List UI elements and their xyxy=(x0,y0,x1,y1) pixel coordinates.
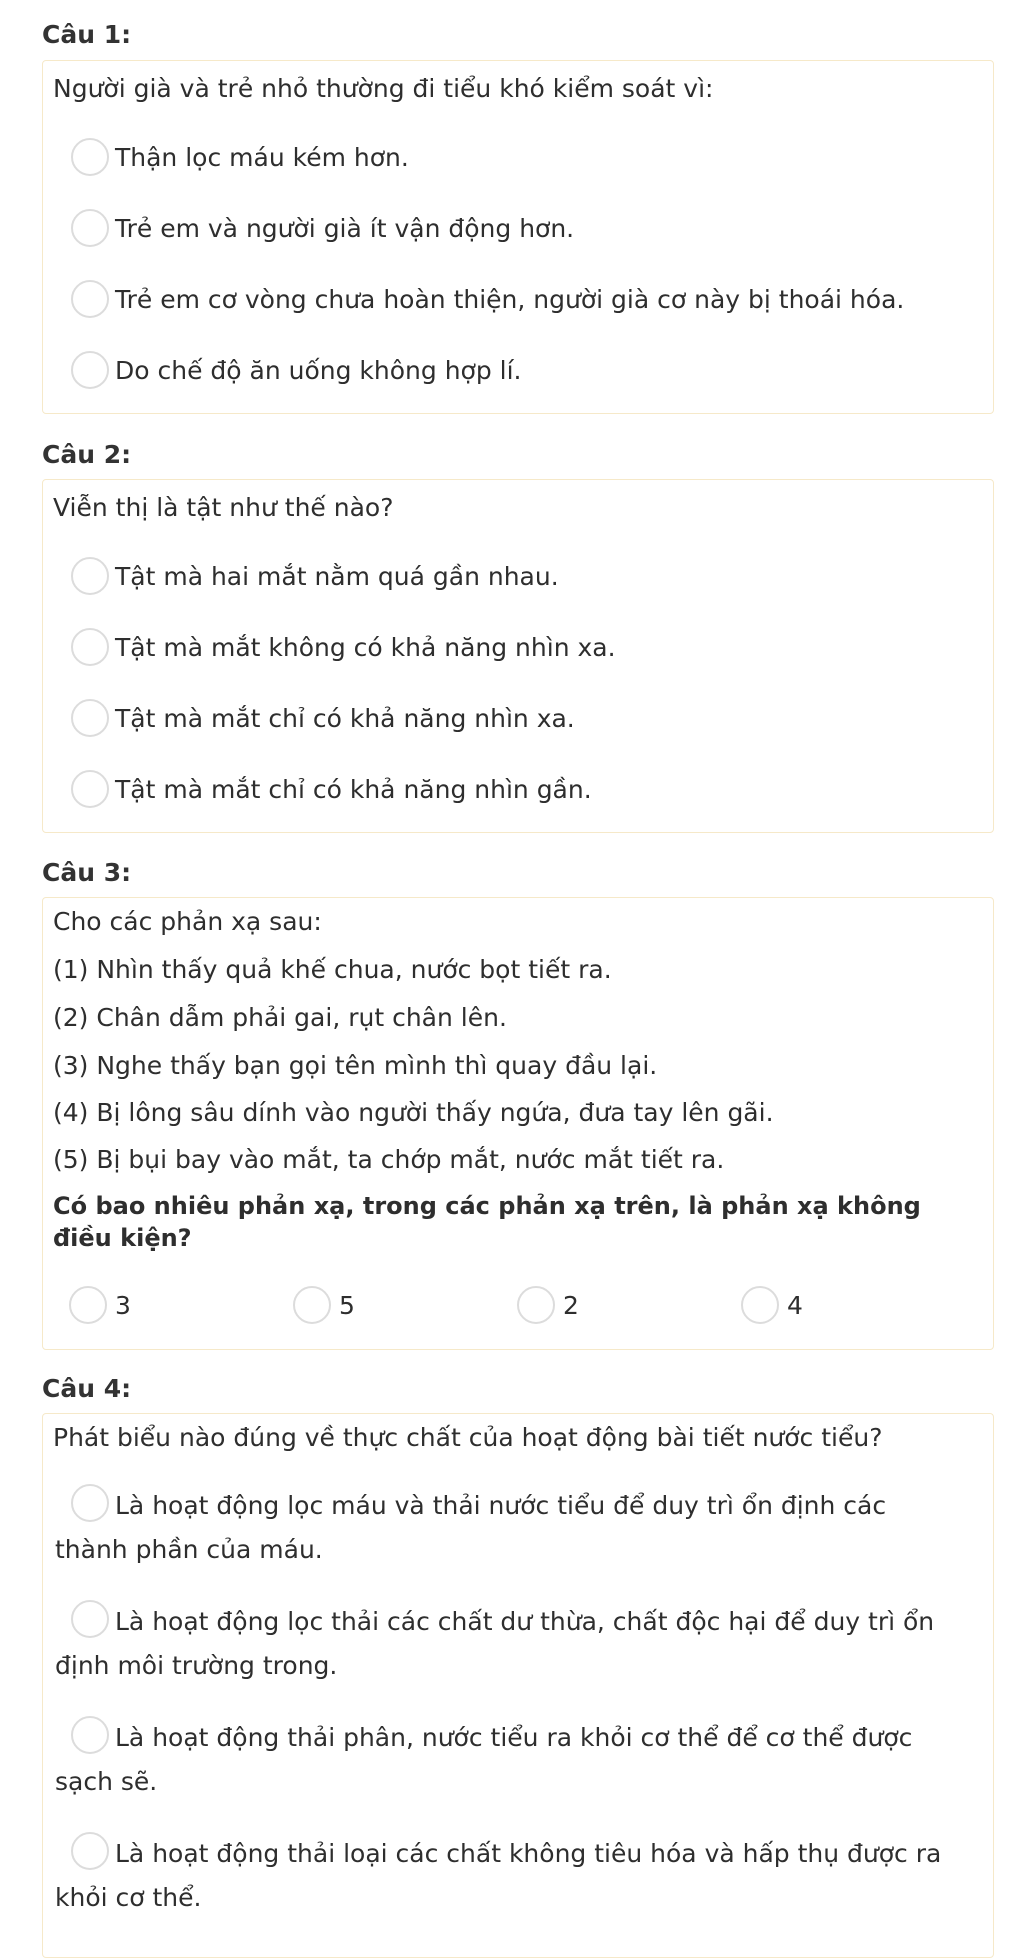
option-label: Là hoạt động thải loại các chất không tiêu hóa và hấp thụ được ra khỏi cơ thể. xyxy=(55,1839,942,1912)
option-label: Thận lọc máu kém hơn. xyxy=(115,143,409,172)
question-1-title: Câu 1: xyxy=(42,20,132,49)
radio-button[interactable] xyxy=(71,628,109,666)
option-label: Trẻ em và người già ít vận động hơn. xyxy=(115,214,575,243)
question-4-option-2[interactable] xyxy=(55,1600,975,1688)
question-2-title: Câu 2: xyxy=(42,440,132,469)
radio-button[interactable] xyxy=(71,557,109,595)
radio-button[interactable] xyxy=(71,351,109,389)
question-4-option-3[interactable] xyxy=(55,1716,975,1804)
question-3-stem-item-4: (4) Bị lông sâu dính vào người thấy ngứa, đưa tay lên gãi. xyxy=(53,1098,774,1127)
question-3-option-2[interactable] xyxy=(293,1286,443,1326)
radio-button[interactable] xyxy=(71,1716,109,1754)
option-label: Tật mà hai mắt nằm quá gần nhau. xyxy=(115,562,559,591)
radio-button[interactable] xyxy=(71,1600,109,1638)
question-4-box xyxy=(42,1413,994,1958)
question-1-stem: Người già và trẻ nhỏ thường đi tiểu khó kiểm soát vì: xyxy=(53,74,714,103)
option-label: 3 xyxy=(115,1291,131,1320)
question-4-stem: Phát biểu nào đúng về thực chất của hoạt động bài tiết nước tiểu? xyxy=(53,1423,883,1452)
option-label: Là hoạt động lọc máu và thải nước tiểu để duy trì ổn định các thành phần của máu. xyxy=(55,1491,887,1564)
radio-button[interactable] xyxy=(293,1286,331,1324)
question-3-stem-item-2: (2) Chân dẫm phải gai, rụt chân lên. xyxy=(53,1003,507,1032)
option-label: 4 xyxy=(787,1291,803,1320)
question-4-title: Câu 4: xyxy=(42,1374,132,1403)
option-label: 5 xyxy=(339,1291,355,1320)
option-label: Là hoạt động thải phân, nước tiểu ra khỏi cơ thể để cơ thể được sạch sẽ. xyxy=(55,1723,913,1796)
radio-button[interactable] xyxy=(71,280,109,318)
option-label: Tật mà mắt chỉ có khả năng nhìn xa. xyxy=(115,704,575,733)
question-4-option-4[interactable] xyxy=(55,1832,975,1920)
question-3-stem-intro: Cho các phản xạ sau: xyxy=(53,907,322,936)
question-3-box xyxy=(42,897,994,1350)
question-3-option-1[interactable] xyxy=(69,1286,219,1326)
radio-button[interactable] xyxy=(71,770,109,808)
question-3-prompt: Có bao nhiêu phản xạ, trong các phản xạ trên, là phản xạ không điều kiện? xyxy=(53,1192,921,1252)
question-3-stem-item-3: (3) Nghe thấy bạn gọi tên mình thì quay đầu lại. xyxy=(53,1051,658,1080)
question-2-stem: Viễn thị là tật như thế nào? xyxy=(53,493,394,522)
option-label: Là hoạt động lọc thải các chất dư thừa, chất độc hại để duy trì ổn định môi trường trong. xyxy=(55,1607,935,1680)
radio-button[interactable] xyxy=(69,1286,107,1324)
question-4-option-1[interactable] xyxy=(55,1484,975,1572)
radio-button[interactable] xyxy=(517,1286,555,1324)
question-3-stem-item-1: (1) Nhìn thấy quả khế chua, nước bọt tiết ra. xyxy=(53,955,612,984)
question-3-option-3[interactable] xyxy=(517,1286,667,1326)
question-2-box xyxy=(42,479,994,833)
question-3-title: Câu 3: xyxy=(42,858,132,887)
question-1-box xyxy=(42,60,994,414)
option-label: Do chế độ ăn uống không hợp lí. xyxy=(115,356,522,385)
radio-button[interactable] xyxy=(71,209,109,247)
radio-button[interactable] xyxy=(71,1484,109,1522)
question-3-option-4[interactable] xyxy=(741,1286,891,1326)
option-label: Trẻ em cơ vòng chưa hoàn thiện, người già cơ này bị thoái hóa. xyxy=(115,285,905,314)
radio-button[interactable] xyxy=(71,699,109,737)
option-label: Tật mà mắt chỉ có khả năng nhìn gần. xyxy=(115,775,592,804)
radio-button[interactable] xyxy=(71,1832,109,1870)
option-label: Tật mà mắt không có khả năng nhìn xa. xyxy=(115,633,616,662)
radio-button[interactable] xyxy=(741,1286,779,1324)
radio-button[interactable] xyxy=(71,138,109,176)
question-3-stem-item-5: (5) Bị bụi bay vào mắt, ta chớp mắt, nước mắt tiết ra. xyxy=(53,1145,725,1174)
option-label: 2 xyxy=(563,1291,579,1320)
